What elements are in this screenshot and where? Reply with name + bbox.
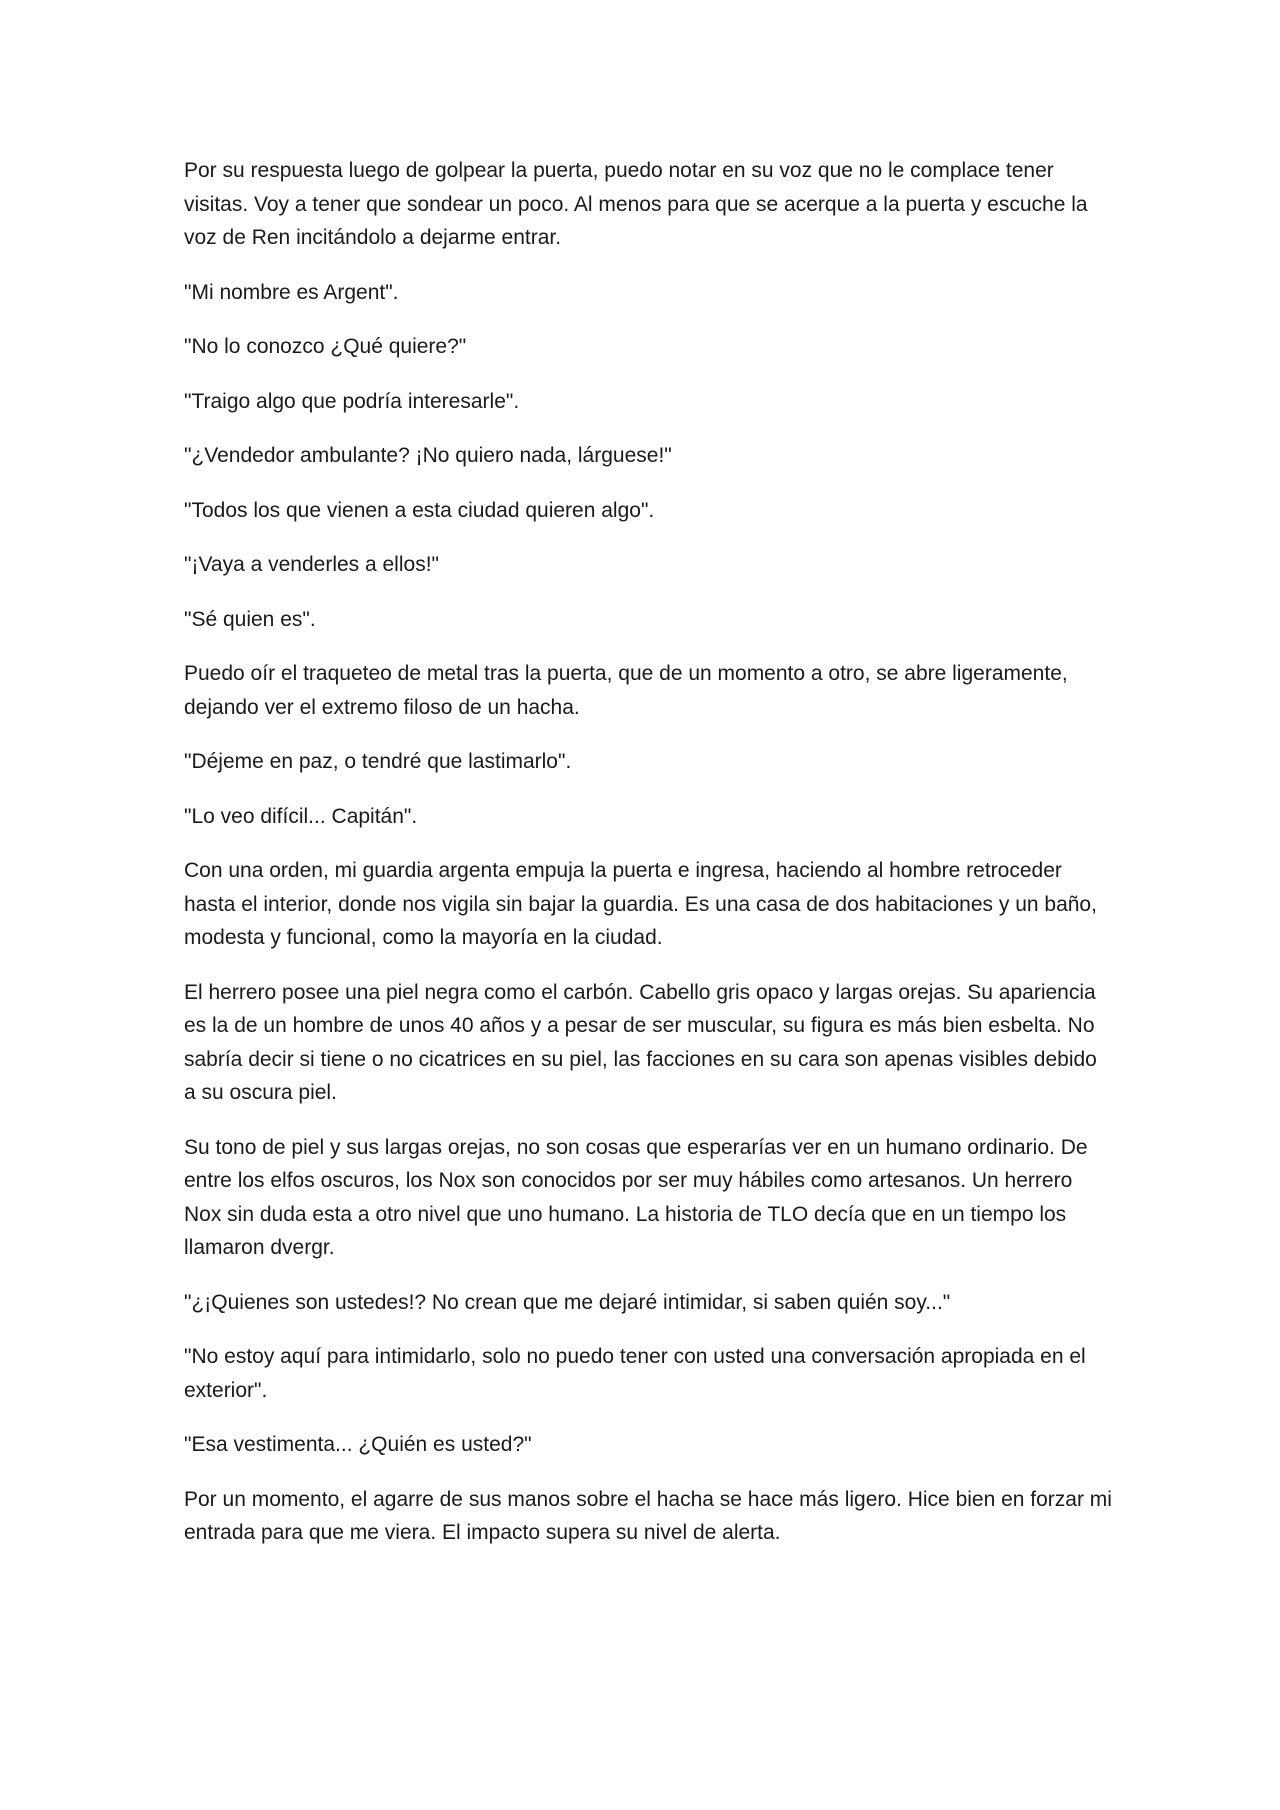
paragraph: "¿Vendedor ambulante? ¡No quiero nada, lárguese!" <box>184 444 672 467</box>
paragraph: "Traigo algo que podría interesarle". <box>184 389 520 413</box>
paragraph: "Mi nombre es Argent". <box>184 280 399 304</box>
paragraph: "No lo conozco ¿Qué quiere?" <box>184 335 467 358</box>
paragraph: "¡Vaya a venderles a ellos!" <box>184 553 439 576</box>
paragraph: "¿¡Quienes son ustedes!? No crean que me dejaré intimidar, si saben quién soy..." <box>184 1290 951 1314</box>
paragraph: "Lo veo difícil... Capitán". <box>184 804 418 828</box>
paragraph: Su tono de piel y sus largas orejas, no son cosas que esperarías ver en un humano ordinario. De entre los elfos oscuros, los Nox son conocidos por ser muy hábiles como artesanos. Un herrero Nox sin duda esta a otro nivel que uno humano. La historia de TLO decía que en un tiempo los llamaron dvergr. <box>184 1135 1088 1259</box>
paragraph: "Todos los que vienen a esta ciudad quieren algo". <box>184 498 655 522</box>
paragraph: Por un momento, el agarre de sus manos sobre el hacha se hace más ligero. Hice bien en forzar mi entrada para que me viera. El impacto supera su nivel de alerta. <box>184 1487 1112 1544</box>
paragraph: "Sé quien es". <box>184 607 316 631</box>
paragraph: "No estoy aquí para intimidarlo, solo no puedo tener con usted una conversación apropiada en el exterior". <box>184 1345 1086 1402</box>
paragraph: Por su respuesta luego de golpear la puerta, puedo notar en su voz que no le complace tener visitas. Voy a tener que sondear un poco. Al menos para que se acerque a la puerta y escuche la voz de Ren incitándolo a dejarme entrar. <box>184 159 1088 249</box>
paragraph: Puedo oír el traqueteo de metal tras la puerta, que de un momento a otro, se abre ligeramente, dejando ver el extremo filoso de un hacha. <box>184 662 1068 719</box>
paragraph: "Déjeme en paz, o tendré que lastimarlo". <box>184 750 572 773</box>
paragraph: El herrero posee una piel negra como el carbón. Cabello gris opaco y largas orejas. Su apariencia es la de un hombre de unos 40 años y a pesar de ser muscular, su figura es más bien esbelta. No sabría decir si tiene o no cicatrices en su piel, las facciones en su cara son apenas visibles debido a su oscura piel. <box>184 980 1097 1104</box>
paragraph: Con una orden, mi guardia argenta empuja la puerta e ingresa, haciendo al hombre retroceder hasta el interior, donde nos vigila sin bajar la guardia. Es una casa de dos habitaciones y un baño, modesta y funcional, como la mayoría en la ciudad. <box>184 859 1097 949</box>
document-body <box>184 154 1114 1571</box>
paragraph: "Esa vestimenta... ¿Quién es usted?" <box>184 1433 532 1456</box>
